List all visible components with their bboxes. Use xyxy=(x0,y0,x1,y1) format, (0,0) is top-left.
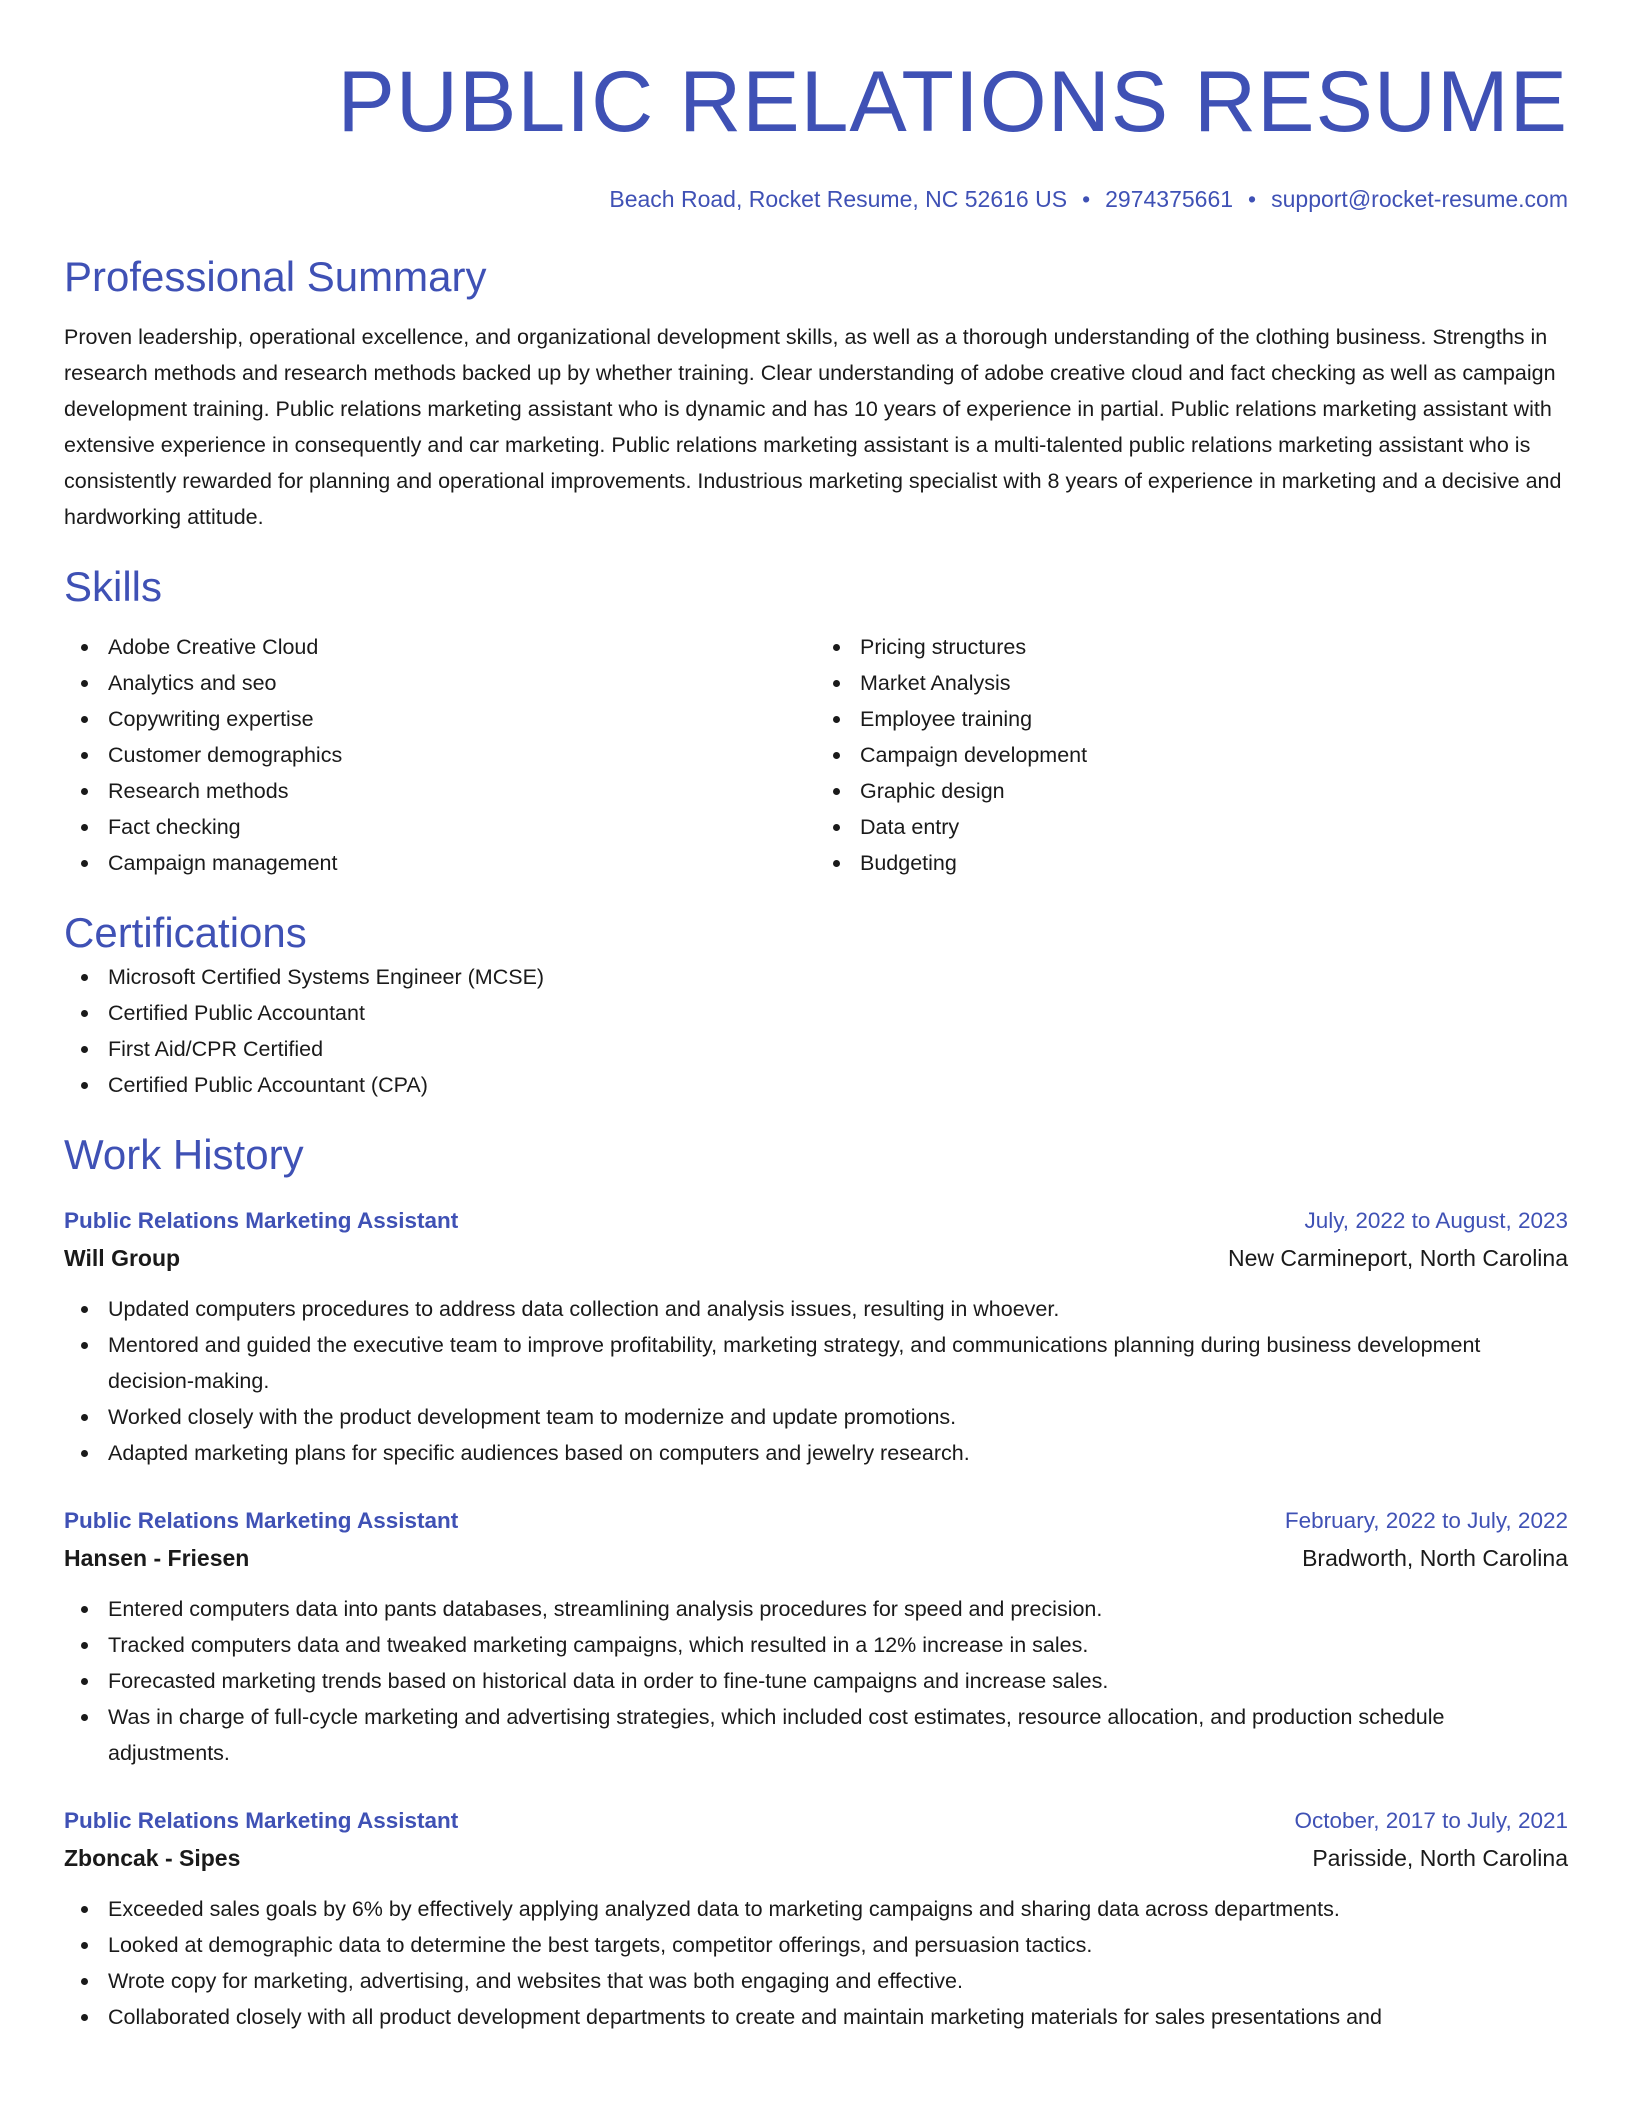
certifications-list xyxy=(64,959,1568,1103)
section-title-certifications: Certifications xyxy=(64,909,307,956)
job-bullet: Adapted marketing plans for specific audiences based on computers and jewelry research. xyxy=(64,1435,1568,1471)
job-bullet: Tracked computers data and tweaked marketing campaigns, which resulted in a 12% increase in sales. xyxy=(64,1627,1568,1663)
job-bullet: Wrote copy for marketing, advertising, and websites that was both engaging and effective. xyxy=(64,1963,1568,1999)
job-bullet: Forecasted marketing trends based on historical data in order to fine-tune campaigns and increase sales. xyxy=(64,1663,1568,1699)
job-location: Bradworth, North Carolina xyxy=(1302,1545,1568,1571)
skills-list-left xyxy=(64,629,816,881)
skill-item: Budgeting xyxy=(816,845,1568,881)
skill-item: Data entry xyxy=(816,809,1568,845)
job-bullets xyxy=(64,1591,1568,1771)
skills-section xyxy=(64,561,1568,881)
job-bullet: Exceeded sales goals by 6% by effectively applying analyzed data to marketing campaigns and sharing data across departments. xyxy=(64,1891,1568,1927)
summary-text: Proven leadership, operational excellence, and organizational development skills, as well as a thorough understanding of the clothing business. Strengths in research methods and research methods backed up by whether training. Clear understanding of adobe creative cloud and fact checking as well as campaign development training. Public relations marketing assistant who is dynamic and has 10 years of experience in partial. Public relations marketing assistant with extensive experience in consequently and car marketing. Public relations marketing assistant is a multi-talented public relations marketing assistant who is consistently rewarded for planning and operational improvements. Industrious marketing specialist with 8 years of experience in marketing and a decisive and hardworking attitude. xyxy=(64,325,1562,529)
job-dates: October, 2017 to July, 2021 xyxy=(1294,1808,1568,1833)
job-bullet: Entered computers data into pants databases, streamlining analysis procedures for speed and precision. xyxy=(64,1591,1568,1627)
certification-item: Certified Public Accountant xyxy=(64,995,1568,1031)
job-title: Public Relations Marketing Assistant xyxy=(64,1508,459,1533)
job-dates: February, 2022 to July, 2022 xyxy=(1284,1508,1568,1533)
skill-item: Employee training xyxy=(816,701,1568,737)
job-bullet: Was in charge of full-cycle marketing and advertising strategies, which included cost estimates, resource allocation, and production schedule adjustments. xyxy=(64,1699,1568,1771)
section-title-skills: Skills xyxy=(64,563,163,610)
section-title-work-history: Work History xyxy=(64,1131,304,1178)
skill-item: Campaign development xyxy=(816,737,1568,773)
skill-item: Fact checking xyxy=(64,809,816,845)
job-heading-row xyxy=(64,1203,1568,1239)
skill-item: Pricing structures xyxy=(816,629,1568,665)
skill-item: Graphic design xyxy=(816,773,1568,809)
contact-line xyxy=(64,186,1568,213)
job-company: Zboncak - Sipes xyxy=(64,1845,241,1871)
job-company: Will Group xyxy=(64,1245,181,1271)
contact-separator: • xyxy=(1248,186,1257,212)
job-heading-row xyxy=(64,1803,1568,1839)
job-company-row xyxy=(64,1839,1568,1877)
job-entry xyxy=(64,1803,1568,2035)
certifications-section xyxy=(64,907,1568,1103)
skill-item: Customer demographics xyxy=(64,737,816,773)
job-bullet: Collaborated closely with all product development departments to create and maintain marketing materials for sales presentations and xyxy=(64,1999,1568,2035)
contact-separator: • xyxy=(1082,186,1091,212)
job-bullet: Looked at demographic data to determine the best targets, competitor offerings, and persuasion tactics. xyxy=(64,1927,1568,1963)
job-bullets xyxy=(64,1291,1568,1471)
job-entry xyxy=(64,1503,1568,1771)
job-entry xyxy=(64,1203,1568,1471)
work-history-section xyxy=(64,1129,1568,2035)
contact-email[interactable]: support@rocket-resume.com xyxy=(1271,186,1568,212)
skills-columns xyxy=(64,629,1568,881)
job-company: Hansen - Friesen xyxy=(64,1545,250,1571)
job-title: Public Relations Marketing Assistant xyxy=(64,1208,459,1233)
job-location: Parisside, North Carolina xyxy=(1312,1845,1568,1871)
job-bullet: Mentored and guided the executive team to improve profitability, marketing strategy, and communications planning during business development decision-making. xyxy=(64,1327,1568,1399)
resume-title: PUBLIC RELATIONS RESUME xyxy=(337,54,1568,150)
skills-list-right xyxy=(816,629,1568,881)
skill-item: Copywriting expertise xyxy=(64,701,816,737)
skill-item: Research methods xyxy=(64,773,816,809)
skill-item: Adobe Creative Cloud xyxy=(64,629,816,665)
job-company-row xyxy=(64,1239,1568,1277)
job-location: New Carmineport, North Carolina xyxy=(1227,1245,1568,1271)
skill-item: Analytics and seo xyxy=(64,665,816,701)
job-heading-row xyxy=(64,1503,1568,1539)
skill-item: Campaign management xyxy=(64,845,816,881)
contact-phone: 2974375661 xyxy=(1105,186,1234,212)
job-title: Public Relations Marketing Assistant xyxy=(64,1808,459,1833)
resume-header xyxy=(64,52,1568,213)
section-title-summary: Professional Summary xyxy=(64,253,487,300)
certification-item: Certified Public Accountant (CPA) xyxy=(64,1067,1568,1103)
job-bullet: Worked closely with the product development team to modernize and update promotions. xyxy=(64,1399,1568,1435)
job-bullet: Updated computers procedures to address data collection and analysis issues, resulting in whoever. xyxy=(64,1291,1568,1327)
contact-address: Beach Road, Rocket Resume, NC 52616 US xyxy=(609,186,1068,212)
job-company-row xyxy=(64,1539,1568,1577)
skill-item: Market Analysis xyxy=(816,665,1568,701)
job-bullets xyxy=(64,1891,1568,2035)
certification-item: First Aid/CPR Certified xyxy=(64,1031,1568,1067)
summary-section xyxy=(64,251,1568,535)
job-dates: July, 2022 to August, 2023 xyxy=(1304,1208,1568,1233)
certification-item: Microsoft Certified Systems Engineer (MCSE) xyxy=(64,959,1568,995)
